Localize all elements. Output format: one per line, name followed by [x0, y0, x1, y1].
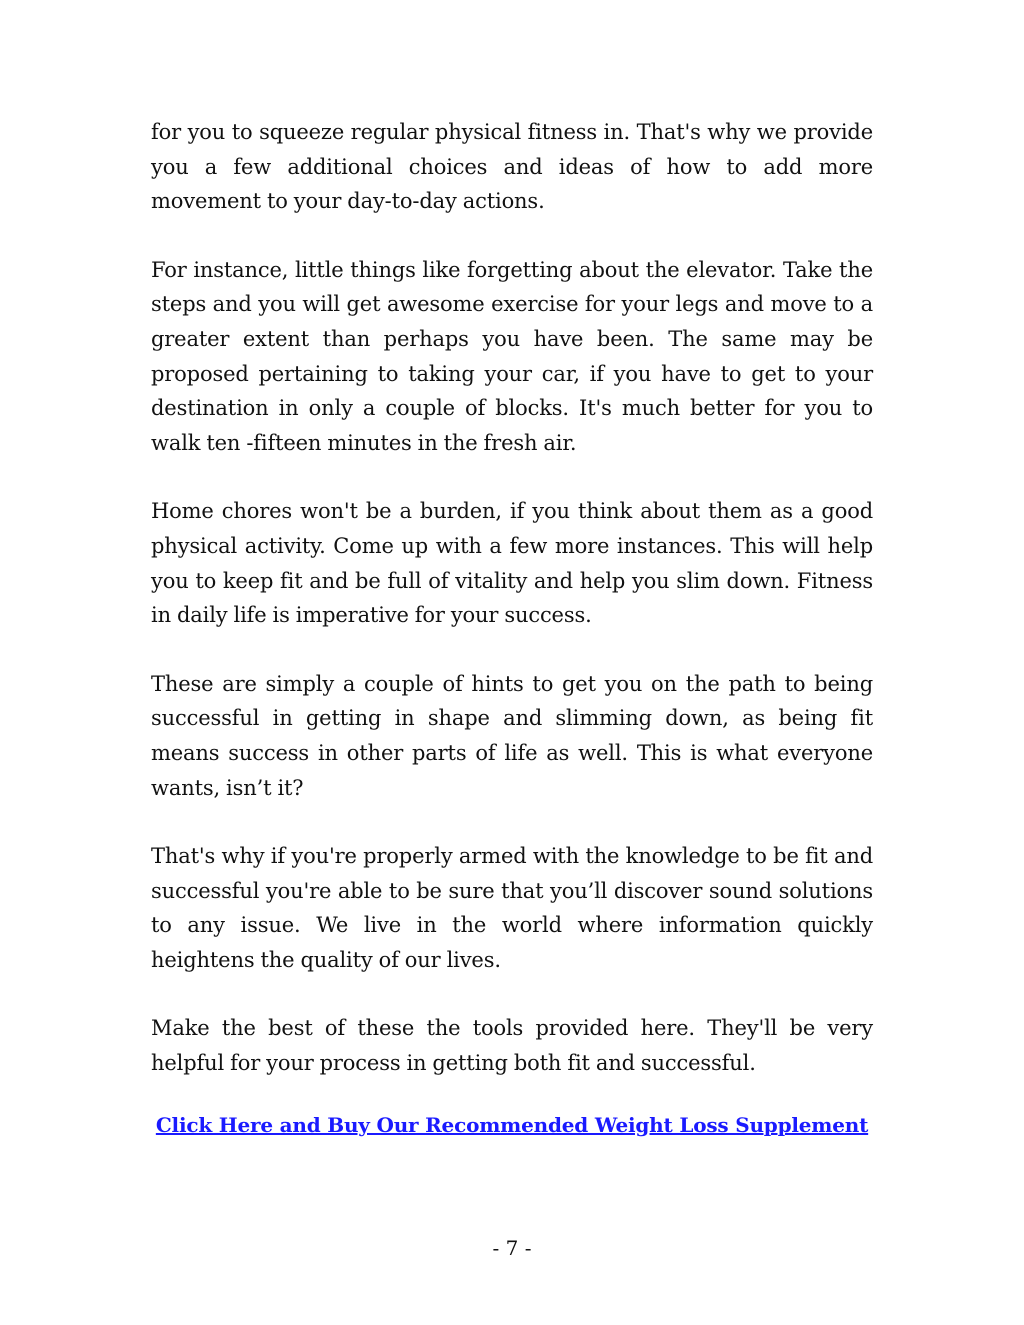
- paragraph-2: For instance, little things like forgetting about the elevator. Take the steps and you will get awesome exercise for your legs and move to a greater extent than perhaps you have been. The same may be proposed pertaining to taking your car, if you have to get to your destination in only a couple of blocks. It's much better for you to walk ten -fifteen minutes in the fresh air.: [151, 257, 873, 455]
- paragraph-5: That's why if you're properly armed with the knowledge to be fit and successful you're able to be sure that you’ll discover sound solutions to any issue. We live in the world where information quickly heightens the quality of our lives.: [151, 844, 873, 972]
- document-page: [151, 115, 873, 1137]
- paragraph-6: Make the best of these the tools provided here. They'll be very helpful for your process in getting both fit and successful.: [151, 1016, 873, 1076]
- cta-container: [151, 1113, 873, 1137]
- page-number: - 7 -: [492, 1236, 532, 1260]
- paragraph-1: for you to squeeze regular physical fitness in. That's why we provide you a few additional choices and ideas of how to add more movement to your day-to-day actions.: [151, 120, 873, 214]
- paragraph-3: Home chores won't be a burden, if you think about them as a good physical activity. Come up with a few more instances. This will help you to keep fit and be full of vitality and help you slim down. Fitness in daily life is imperative for your success.: [151, 499, 873, 628]
- buy-supplement-link[interactable]: Click Here and Buy Our Recommended Weight Loss Supplement: [155, 1112, 869, 1137]
- paragraph-4: These are simply a couple of hints to get you on the path to being successful in getting in shape and slimming down, as being fit means success in other parts of life as well. This is what everyone wants, isn’t it?: [151, 671, 873, 800]
